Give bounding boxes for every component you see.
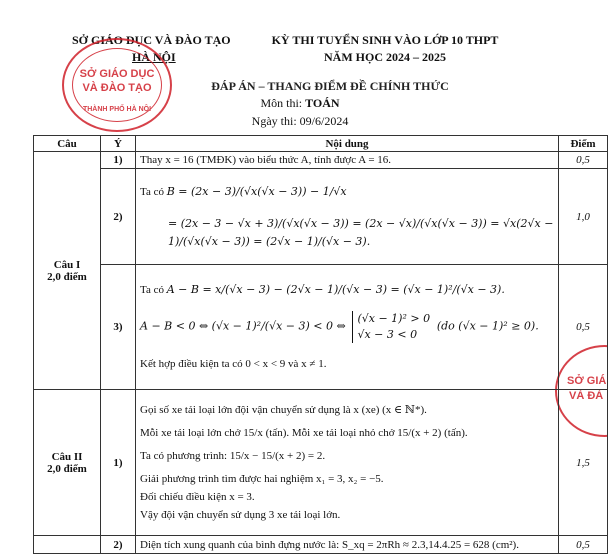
- question-label: Câu II: [51, 450, 83, 463]
- item-number: 2): [101, 536, 136, 554]
- inequality-system: [352, 311, 430, 343]
- item-number: 2): [101, 169, 136, 265]
- item-conclusion: Kết hợp điều kiện ta có 0 < x < 9 và x ≠ 1.: [140, 358, 327, 370]
- item-number: 3): [101, 265, 136, 390]
- table-header-row: [34, 136, 608, 152]
- formula-line: B = (2x − 3)/(√x(√x − 3)) − 1/√x: [166, 184, 347, 198]
- formula-line: A − B < 0 ⇔ (√x − 1)²/(√x − 3) < 0 ⇔: [140, 319, 346, 333]
- item-content: [136, 169, 559, 265]
- stamp-right-line-2: VÀ ĐÀ: [569, 390, 604, 402]
- department-name: SỞ GIÁO DỤC VÀ ĐÀO TẠO: [72, 33, 231, 47]
- formula-line: = (2x − 3 − √x + 3)/(√x(√x − 3)) = (2x − √x)/(√x(√x − 3)) = √x(2√x − 1)/(√x(√x − 3)) = (2√x − 1)/(√x − 3).: [168, 216, 554, 248]
- department-city: HÀ NỘI: [132, 50, 176, 64]
- question-cell: [34, 152, 101, 390]
- item-lead: Ta có: [140, 284, 164, 296]
- system-line-1: (√x − 1)² > 0: [357, 312, 431, 325]
- answer-table: [33, 135, 608, 554]
- school-year: NĂM HỌC 2024 – 2025: [324, 50, 446, 64]
- question-score: 2,0 điểm: [47, 462, 87, 475]
- date-label: Ngày thi:: [251, 114, 297, 128]
- stamp-line-2: VÀ ĐÀO TẠO: [82, 82, 152, 94]
- item-content: Diện tích xung quanh của bình đựng nước là: S_xq = 2πRh ≈ 2.3,14.4.25 = 628 (cm²).: [136, 536, 559, 554]
- exam-date: 09/6/2024: [299, 114, 349, 128]
- item-points: 1,0: [559, 169, 608, 265]
- item-line: Giải phương trình tìm được hai nghiệm x₁ = 3, x₂ = −5.: [140, 473, 384, 485]
- answer-key-title: ĐÁP ÁN – THANG ĐIỂM ĐỀ CHÍNH THỨC: [211, 79, 449, 93]
- item-line: Gọi số xe tải loại lớn đội vận chuyển sử dụng là x (xe) (x ∈ ℕ*).: [140, 404, 427, 416]
- formula-line: A − B = x/(√x − 3) − (2√x − 1)/(√x − 3) = (√x − 1)²/(√x − 3).: [166, 283, 505, 296]
- subject-line: [200, 96, 400, 111]
- item-content: [136, 390, 559, 536]
- col-header-cau: Câu: [34, 136, 101, 152]
- item-lead: Ta có: [140, 185, 164, 198]
- subject-name: TOÁN: [305, 96, 340, 110]
- table-row: [34, 152, 608, 169]
- item-number: 1): [101, 390, 136, 536]
- question-cell: [34, 536, 101, 554]
- item-points: 0,5: [559, 152, 608, 169]
- item-content: Thay x = 16 (TMĐK) vào biểu thức A, tính được A = 16.: [136, 152, 559, 169]
- item-points: 0,5: [559, 265, 608, 390]
- item-number: 1): [101, 152, 136, 169]
- official-stamp: [62, 38, 172, 132]
- question-label: Câu I: [53, 258, 81, 271]
- item-line: Đối chiếu điều kiện x = 3.: [140, 491, 255, 503]
- question-cell: [34, 390, 101, 536]
- table-row: [34, 536, 608, 554]
- table-row: [34, 390, 608, 536]
- item-points: 1,5: [559, 390, 608, 536]
- subject-label: Môn thi:: [260, 96, 303, 110]
- formula-note: (do (√x − 1)² ≥ 0).: [436, 319, 539, 333]
- system-line-2: √x − 3 < 0: [357, 328, 418, 341]
- exam-title: KỲ THI TUYỂN SINH VÀO LỚP 10 THPT: [271, 33, 499, 47]
- item-line: Ta có phương trình: 15/x − 15/(x + 2) = 2.: [140, 450, 326, 462]
- stamp-line-1: SỞ GIÁO DỤC: [79, 68, 155, 80]
- table-row: [34, 265, 608, 390]
- item-content: [136, 265, 559, 390]
- stamp-ring-text: THÀNH PHỐ HÀ NỘI: [82, 106, 152, 113]
- question-score: 2,0 điểm: [47, 270, 87, 283]
- stamp-right-line-1: SỞ GIÁ: [567, 375, 607, 387]
- col-header-points: Điểm: [559, 136, 608, 152]
- item-line: Vậy đội vận chuyển sử dụng 3 xe tải loại lớn.: [140, 509, 341, 521]
- exam-date-line: [200, 114, 400, 129]
- col-header-y: Ý: [101, 136, 136, 152]
- item-points: 0,5: [559, 536, 608, 554]
- col-header-content: Nội dung: [136, 136, 559, 152]
- table-row: [34, 169, 608, 265]
- item-line: Mỗi xe tải loại lớn chở 15/x (tấn). Mỗi xe tải loại nhỏ chở 15/(x + 2) (tấn).: [140, 427, 468, 439]
